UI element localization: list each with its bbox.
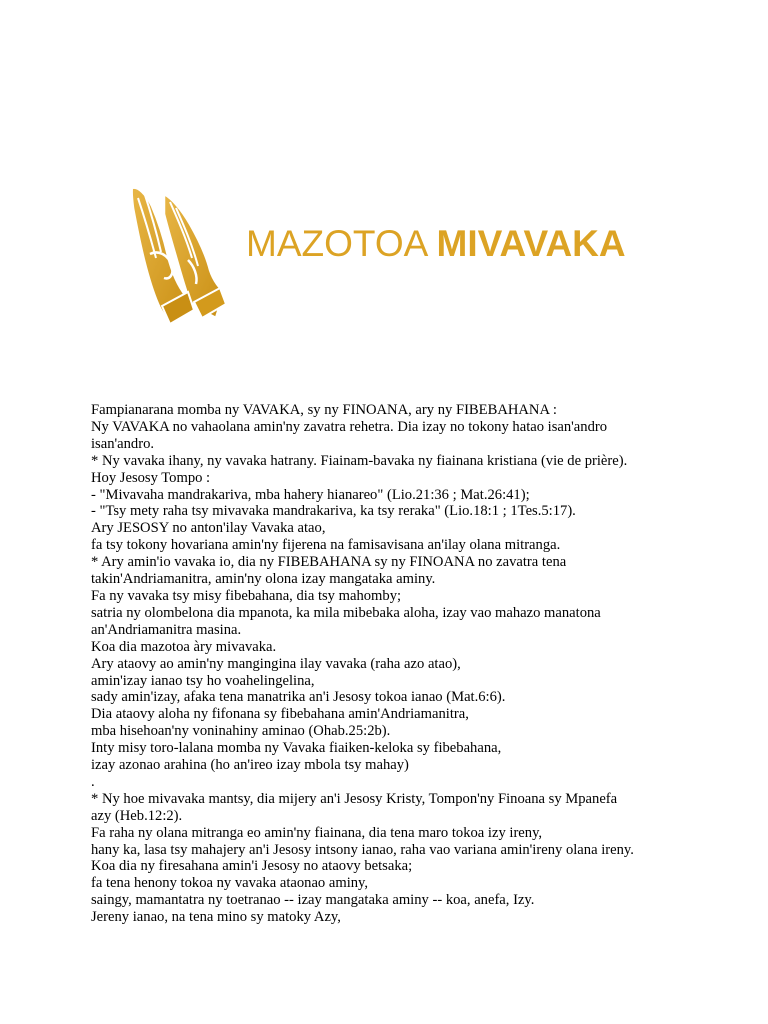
- praying-hands-icon: [128, 180, 228, 325]
- text-line: fa tena henony tokoa ny vavaka ataonao aminy,: [91, 875, 369, 892]
- text-line: Hoy Jesosy Tompo :: [91, 469, 211, 486]
- text-line: fa tsy tokony hovariana amin'ny fijerena na famisavisana an'ilay olana mitranga.: [91, 537, 561, 554]
- text-line: saingy, mamantatra ny toetranao -- izay mangataka aminy -- koa, anefa, Izy.: [91, 892, 535, 909]
- text-line: Dia ataovy aloha ny fifonana sy fibebahana amin'Andriamanitra,: [91, 706, 469, 723]
- text-line: Ary JESOSY no anton'ilay Vavaka atao,: [91, 520, 326, 537]
- text-line: Fa ny vavaka tsy misy fibebahana, dia tsy mahomby;: [91, 587, 402, 604]
- text-line: Ary ataovy ao amin'ny mangingina ilay vavaka (raha azo atao),: [91, 655, 461, 672]
- text-line: Ny VAVAKA no vahaolana amin'ny zavatra rehetra. Dia izay no tokony hatao isan'andro: [91, 418, 608, 435]
- text-line: satria ny olombelona dia mpanota, ka mila mibebaka aloha, izay vao mahazo manatona: [91, 604, 601, 621]
- text-line: Koa dia mazotoa àry mivavaka.: [91, 638, 277, 655]
- logo-title-light: MAZOTOA: [246, 223, 427, 264]
- text-line: an'Andriamanitra masina.: [91, 621, 242, 638]
- mazotoa-mivavaka-logo: [128, 180, 648, 325]
- text-line: mba hisehoan'ny voninahiny aminao (Ohab.25:2b).: [91, 723, 391, 740]
- text-line: izay azonao arahina (ho an'ireo izay mbola tsy mahay): [91, 757, 409, 774]
- text-line: amin'izay ianao tsy ho voahelingelina,: [91, 672, 315, 689]
- text-line: isan'andro.: [91, 435, 155, 452]
- text-line: * Ary amin'io vavaka io, dia ny FIBEBAHANA sy ny FINOANA no zavatra tena: [91, 554, 567, 571]
- logo-title-bold: MIVAVAKA: [436, 223, 626, 264]
- document-body: [91, 402, 691, 926]
- text-line: .: [91, 773, 95, 790]
- text-line: Fampianarana momba ny VAVAKA, sy ny FINOANA, ary ny FIBEBAHANA :: [91, 402, 557, 418]
- text-line: - "Tsy mety raha tsy mivavaka mandrakariva, ka tsy reraka" (Lio.18:1 ; 1Tes.5:17).: [91, 503, 576, 520]
- text-line: Jereny ianao, na tena mino sy matoky Azy,: [91, 909, 341, 926]
- text-line: - "Mivavaha mandrakariva, mba hahery hianareo" (Lio.21:36 ; Mat.26:41);: [91, 486, 530, 503]
- text-line: Koa dia ny firesahana amin'i Jesosy no ataovy betsaka;: [91, 858, 413, 875]
- text-line: * Ny vavaka ihany, ny vavaka hatrany. Fiainam-bavaka ny fiainana kristiana (vie de prière).: [91, 452, 628, 469]
- text-line: * Ny hoe mivavaka mantsy, dia mijery an'i Jesosy Kristy, Tompon'ny Finoana sy Mpanefa: [91, 790, 618, 807]
- text-line: takin'Andriamanitra, amin'ny olona izay mangataka aminy.: [91, 571, 436, 588]
- text-line: azy (Heb.12:2).: [91, 807, 183, 824]
- text-line: Fa raha ny olana mitranga eo amin'ny fiainana, dia tena maro tokoa izy ireny,: [91, 824, 543, 841]
- logo-title: [246, 222, 626, 266]
- text-line: hany ka, lasa tsy mahajery an'i Jesosy intsony ianao, raha vao variana amin'ireny olana ireny.: [91, 841, 634, 858]
- text-line: Inty misy toro-lalana momba ny Vavaka fiaiken-keloka sy fibebahana,: [91, 740, 502, 757]
- text-line: sady amin'izay, afaka tena manatrika an'i Jesosy tokoa ianao (Mat.6:6).: [91, 689, 506, 706]
